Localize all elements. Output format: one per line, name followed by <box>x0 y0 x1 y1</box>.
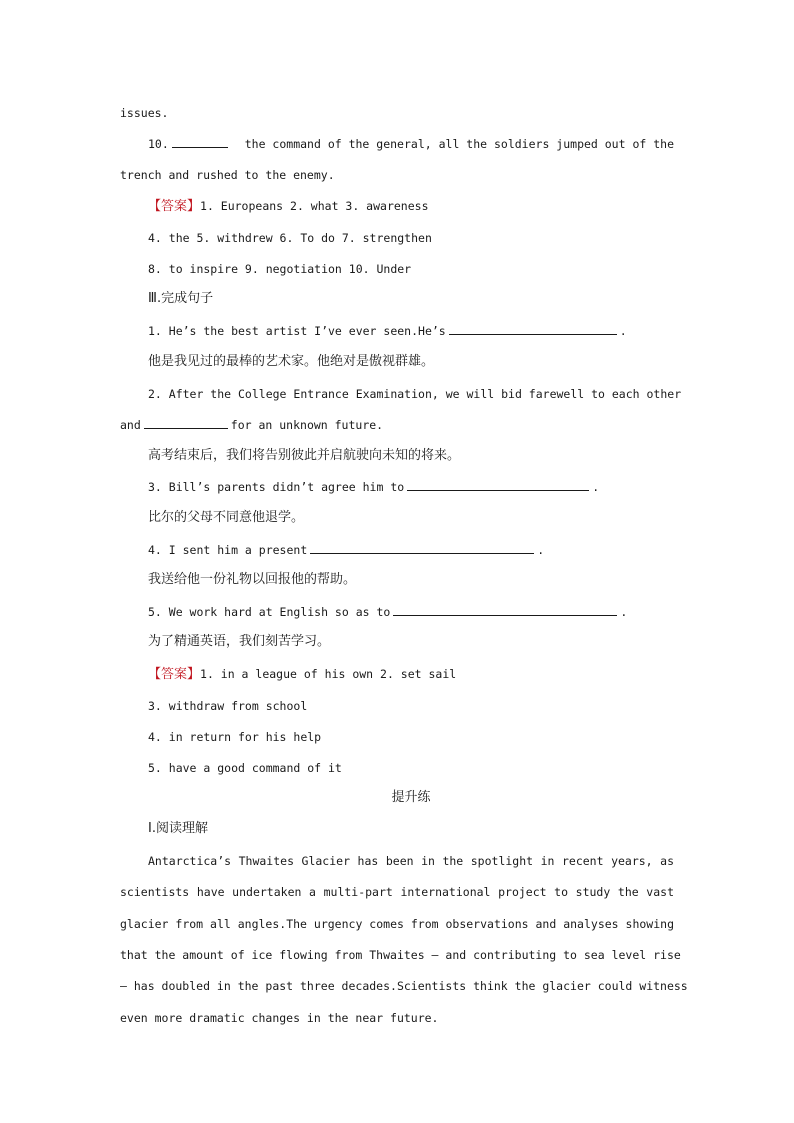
sentence-3-translation: 比尔的父母不同意他退学。 <box>148 510 305 525</box>
sentence-1-translation: 他是我见过的最棒的艺术家。他绝对是傲视群雄。 <box>148 354 435 369</box>
section-title-reading: Ⅰ.阅读理解 <box>148 821 208 836</box>
passage-line-5: — has doubled in the past three decades.Scientists think the glacier could witness <box>120 979 688 993</box>
passage-line-3: glacier from all angles.The urgency comes from observations and analyses showing <box>120 917 674 931</box>
answer2-line-3: 4. in return for his help <box>148 730 322 744</box>
question-10-number: 10. <box>148 137 169 151</box>
answer-tag: 【答案】 <box>148 667 201 682</box>
answer-blank <box>310 542 534 554</box>
section-title-complete-sentences: Ⅲ.完成句子 <box>148 291 214 306</box>
answer2-line-4: 5. have a good command of it <box>148 761 342 775</box>
passage-line-6: even more dramatic changes in the near future. <box>120 1011 439 1025</box>
question-10-continuation: trench and rushed to the enemy. <box>120 168 335 182</box>
sentence-2-translation: 高考结束后，我们将告别彼此并启航驶向未知的将来。 <box>148 448 461 463</box>
answer2-line-1: 【答案】1. in a league of his own 2. set sail <box>148 667 457 682</box>
sentence-5: 5. We work hard at English so as to . <box>148 605 628 619</box>
passage-line-4: that the amount of ice flowing from Thwaites — and contributing to sea level rise <box>120 948 681 962</box>
sentence-4: 4. I sent him a present . <box>148 543 545 557</box>
answer-blank <box>449 323 617 335</box>
issues-text: issues. <box>120 106 169 120</box>
answer2-line-2: 3. withdraw from school <box>148 699 308 713</box>
sentence-1: 1. He’s the best artist I’ve ever seen.He’s . <box>148 324 627 338</box>
sentence-4-translation: 我送给他一份礼物以回报他的帮助。 <box>148 572 357 587</box>
sentence-5-translation: 为了精通英语，我们刻苦学习。 <box>148 634 331 649</box>
sentence-2: 2. After the College Entrance Examination, we will bid farewell to each other <box>148 387 682 401</box>
answer-line-3: 8. to inspire 9. negotiation 10. Under <box>148 262 412 276</box>
answer-blank <box>407 479 589 491</box>
sentence-3: 3. Bill’s parents didn’t agree him to . <box>148 480 600 494</box>
answer-tag: 【答案】 <box>148 199 201 214</box>
section-heading-improve: 提升练 <box>391 790 431 805</box>
answer-blank <box>393 604 617 616</box>
sentence-2-continuation: and for an unknown future. <box>120 418 384 432</box>
passage-line-1: Antarctica’s Thwaites Glacier has been in the spotlight in recent years, as <box>148 854 674 868</box>
answer-blank <box>144 417 228 429</box>
answer-line-1: 【答案】1. Europeans 2. what 3. awareness <box>148 199 429 214</box>
question-10-text: the command of the general, all the soldiers jumped out of the <box>244 137 674 151</box>
question-10 <box>148 136 674 152</box>
answer-line-2: 4. the 5. withdrew 6. To do 7. strengthen <box>148 231 432 245</box>
answer-blank <box>172 136 228 148</box>
passage-line-2: scientists have undertaken a multi-part international project to study the vast <box>120 885 674 899</box>
